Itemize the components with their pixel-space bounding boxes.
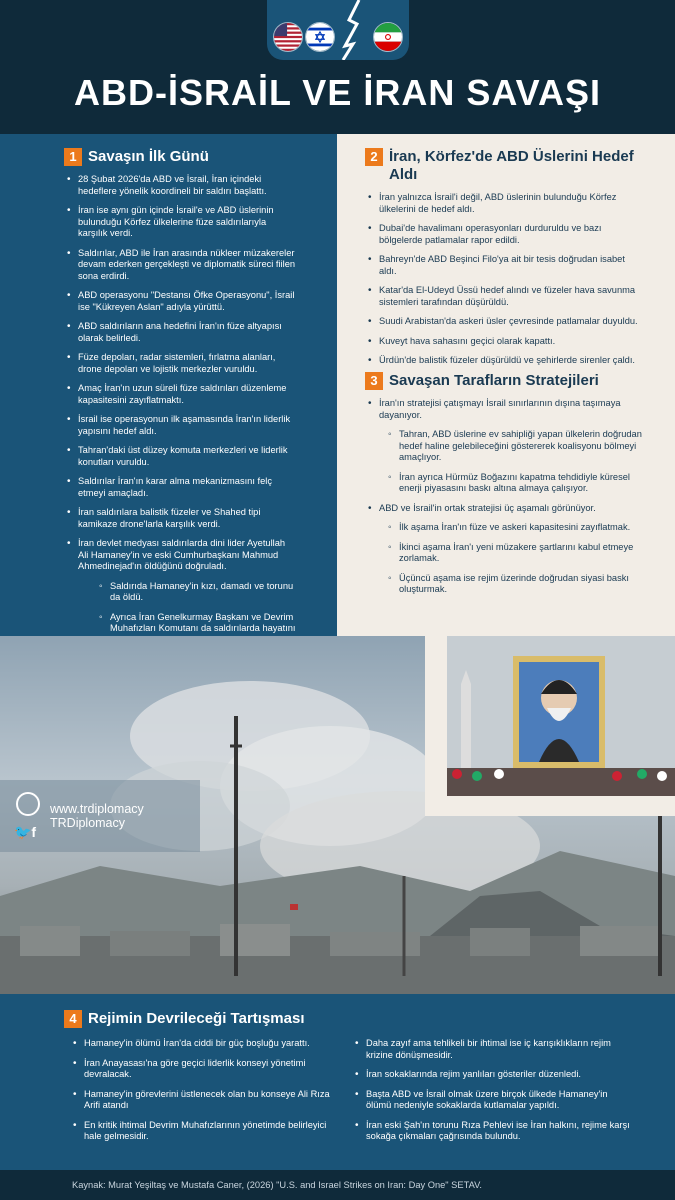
bullet-list bbox=[64, 174, 296, 646]
sub-list-item: ◦ İran ayrıca Hürmüz Boğazını kapatma tehdidiyle küresel enerji piyasasını baskı altına almaya çalışıyor. bbox=[387, 472, 645, 495]
list-item-text: İran'ın stratejisi çatışmayı İsrail sınırlarının dışına taşımaya dayanıyor. bbox=[379, 398, 621, 420]
iran-flag-icon bbox=[373, 22, 403, 52]
list-item: • İran Anayasası'na göre geçici liderlik konseyi yönetimi devralacak. bbox=[70, 1058, 330, 1081]
list-item: • Saldırılar İran'ın karar alma mekanizmasını felç etmeyi amaçladı. bbox=[64, 476, 296, 499]
bullet-list bbox=[70, 1038, 330, 1143]
list-item: • Daha zayıf ama tehlikeli bir ihtimal ise iç karışıklıkların rejim krizine dönüşmesidir. bbox=[352, 1038, 632, 1061]
list-item-text: İran devlet medyası saldırılarda dini lider Ayetullah Ali Hamaney'in ve eski Cumhurbaşkanı Mahmud Ahmedinejad'ın öldüğünü doğruladı. bbox=[78, 538, 286, 571]
section-number: 1 bbox=[64, 148, 82, 166]
section-number: 2 bbox=[365, 148, 383, 166]
watermark bbox=[0, 780, 200, 852]
footer bbox=[0, 1170, 675, 1200]
list-item: • ABD operasyonu "Destansı Öfke Operasyonu", İsrail ise "Kükreyen Aslan" adıyla yürüttü. bbox=[64, 290, 296, 313]
list-item: • Hamaney'in görevlerini üstlenecek olan bu konseye Ali Rıza Arifi atandı bbox=[70, 1089, 330, 1112]
rally-scene bbox=[447, 636, 675, 796]
sub-list-item: ◦ Üçüncü aşama ise rejim üzerinde doğrudan siyasi baskı oluşturmak. bbox=[387, 573, 645, 596]
list-item: • Başta ABD ve İsrail olmak üzere birçok ülkede Hamaney'in ölümü nedeniyle sokaklarda kutlamalar yapıldı. bbox=[352, 1089, 632, 1112]
us-flag-icon bbox=[273, 22, 303, 52]
section-first-day bbox=[0, 134, 337, 636]
list-item: • Kuveyt hava sahasını geçici olarak kapattı. bbox=[365, 336, 645, 348]
section-title: Savaşın İlk Günü bbox=[88, 148, 209, 165]
flag-strip bbox=[267, 0, 409, 60]
list-item bbox=[365, 503, 645, 596]
bullet-list bbox=[352, 1038, 632, 1143]
list-item: • İsrail ise operasyonun ilk aşamasında İran'ın liderlik yapısını hedef aldı. bbox=[64, 414, 296, 437]
section-regime-change bbox=[0, 994, 675, 1170]
twitter-facebook-icon: 🐦f bbox=[14, 824, 37, 840]
section-gulf-and-strategies bbox=[337, 134, 675, 636]
header bbox=[0, 0, 675, 132]
section-title: İran, Körfez'de ABD Üslerini Hedef Aldı bbox=[389, 148, 634, 183]
rally-photo bbox=[447, 636, 675, 796]
sub-list-item: ◦ İkinci aşama İran'ı yeni müzakere şartlarını kabul etmeye zorlamak. bbox=[387, 542, 645, 565]
sub-list-item: ◦ Ayrıca İran Genelkurmay Başkanı ve Devrim Muhafızları Komutanı da saldırılarda hayatını bbox=[98, 612, 296, 647]
list-item: • Bahreyn'de ABD Beşinci Filo'ya ait bir tesis doğrudan isabet aldı. bbox=[365, 254, 645, 277]
list-item: • Dubai'de havalimanı operasyonları durduruldu ve bazı bölgelerde patlamalar rapor edildi. bbox=[365, 223, 645, 246]
source-citation: Kaynak: Murat Yeşiltaş ve Mustafa Caner, (2026) "U.S. and Israel Strikes on Iran: Day One" SETAV. bbox=[72, 1180, 483, 1190]
list-item: • Amaç İran'ın uzun süreli füze saldırıları düzenleme kapasitesini zayıflatmaktı. bbox=[64, 383, 296, 406]
crack-icon bbox=[337, 0, 367, 60]
list-item: • Ürdün'de balistik füzeler düşürüldü ve şehirlerde sirenler çaldı. bbox=[365, 355, 645, 367]
list-item: • Hamaney'in ölümü İran'da ciddi bir güç boşluğu yarattı. bbox=[70, 1038, 330, 1050]
list-item-text: ABD ve İsrail'in ortak stratejisi üç aşamalı görünüyor. bbox=[379, 502, 596, 513]
list-item: • ABD saldırıların ana hedefini İran'ın füze altyapısı olarak belirledi. bbox=[64, 321, 296, 344]
list-item: • İran eski Şah'ın torunu Rıza Pehlevi ise İran halkını, rejime karşı sokağa çıkmaları çağrısında bulundu. bbox=[352, 1120, 632, 1143]
watermark-url: www.trdiplomacy bbox=[50, 802, 144, 816]
sub-list-item: ◦ Saldırıda Hamaney'in kızı, damadı ve torunu da öldü. bbox=[98, 581, 296, 604]
list-item: • Saldırılar, ABD ile İran arasında nükleer müzakereler devam ederken gerçekleşti ve diplomatik süreci fiilen sona erdirdi. bbox=[64, 248, 296, 283]
list-item: • İran ise aynı gün içinde İsrail'e ve ABD üslerinin bulunduğu Körfez ülkelerine füze saldırılarıyla karşılık verdi. bbox=[64, 205, 296, 240]
list-item bbox=[365, 398, 645, 495]
section-number: 4 bbox=[64, 1010, 82, 1028]
inset-frame bbox=[425, 636, 675, 816]
section-title: Rejimin Devrileceği Tartışması bbox=[88, 1010, 305, 1027]
trdiplomacy-logo bbox=[16, 792, 40, 816]
list-item: • 28 Şubat 2026'da ABD ve İsrail, İran içindeki hedeflere yönelik koordineli bir saldırı başlattı. bbox=[64, 174, 296, 197]
list-item: • Suudi Arabistan'da askeri üsler çevresinde patlamalar duyuldu. bbox=[365, 316, 645, 328]
list-item: • İran sokaklarında rejim yanlıları gösteriler düzenledi. bbox=[352, 1069, 632, 1081]
bullet-list bbox=[365, 398, 645, 596]
list-item: • İran saldırılara balistik füzeler ve Shahed tipi kamikaze drone'larla karşılık verdi. bbox=[64, 507, 296, 530]
section-title: Savaşan Tarafların Stratejileri bbox=[389, 372, 599, 389]
list-item: • İran yalnızca İsrail'i değil, ABD üslerinin bulunduğu Körfez ülkelerini de hedef aldı. bbox=[365, 192, 645, 215]
section-number: 3 bbox=[365, 372, 383, 390]
page-title: ABD-İSRAİL VE İRAN SAVAŞI bbox=[73, 72, 602, 113]
list-item: • Katar'da El-Udeyd Üssü hedef alındı ve füzeler hava savunma sistemleri tarafından düşürüldü. bbox=[365, 285, 645, 308]
israel-flag-icon bbox=[305, 22, 335, 52]
sub-list-item: ◦ İlk aşama İran'ın füze ve askeri kapasitesini zayıflatmak. bbox=[387, 522, 645, 534]
list-item: • Tahran'daki üst düzey komuta merkezleri ve liderlik konutları vuruldu. bbox=[64, 445, 296, 468]
list-item bbox=[64, 538, 296, 646]
sub-list-item: ◦ Tahran, ABD üslerine ev sahipliği yapan ülkelerin doğrudan hedef haline gelebileceğini göstererek koalisyonu bölmeyi amaçlıyor. bbox=[387, 429, 645, 464]
sub-list bbox=[387, 429, 645, 495]
list-item: • En kritik ihtimal Devrim Muhafızlarının yönetimde belirleyici hale gelmesidir. bbox=[70, 1120, 330, 1143]
list-item: • Füze depoları, radar sistemleri, fırlatma alanları, drone depoları ve lojistik merkezler vuruldu. bbox=[64, 352, 296, 375]
watermark-handle: TRDiplomacy bbox=[50, 816, 126, 830]
sub-list bbox=[387, 522, 645, 596]
bullet-list bbox=[365, 192, 645, 367]
